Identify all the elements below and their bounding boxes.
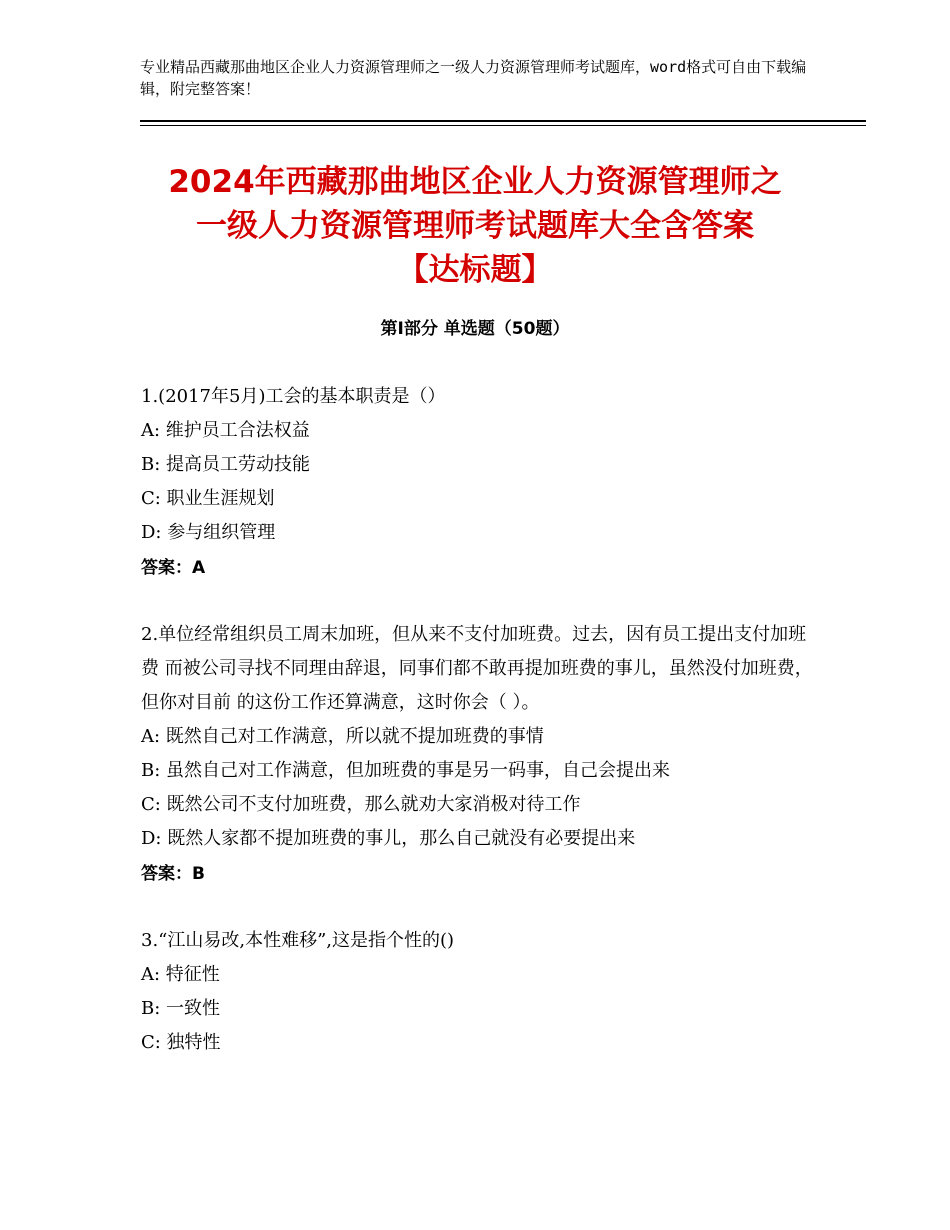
question-stem: 2.单位经常组织员工周末加班，但从来不支付加班费。过去，因有员工提出支付加班费 而被公司寻找不同理由辞退，同事们都不敢再提加班费的事儿，虽然没付加班费，但你对目前 的这份工作还算满意，这时你会（ ）。: [141, 624, 813, 713]
question-list: [141, 380, 821, 1092]
title-line-2: 一级人力资源管理师考试题库大全含答案: [196, 208, 754, 244]
title-line-3: 【达标题】: [397, 252, 553, 288]
option-a: A: 维护员工合法权益: [141, 420, 310, 441]
option-c: C: 职业生涯规划: [141, 488, 275, 509]
question-2: [141, 618, 821, 892]
question-stem: 3.“江山易改,本性难移”,这是指个性的(): [141, 930, 455, 951]
answer-label: 答案：A: [141, 558, 206, 578]
option-a: A: 既然自己对工作满意，所以就不提加班费的事情: [141, 726, 544, 747]
option-a: A: 特征性: [141, 964, 220, 985]
document-title: [110, 160, 840, 292]
section-heading: 第Ⅰ部分 单选题（50题）: [380, 319, 570, 339]
option-b: B: 提高员工劳动技能: [141, 454, 311, 475]
question-stem: 1.(2017年5月)工会的基本职责是（）: [141, 386, 446, 407]
option-c: C: 独特性: [141, 1032, 221, 1053]
option-d: D: 既然人家都不提加班费的事儿，那么自己就没有必要提出来: [141, 828, 636, 849]
question-1: [141, 380, 821, 586]
question-3: [141, 924, 821, 1060]
option-c: C: 既然公司不支付加班费，那么就劝大家消极对待工作: [141, 794, 581, 815]
title-line-1: 2024年西藏那曲地区企业人力资源管理师之: [168, 164, 782, 200]
header-divider-thin: [140, 125, 866, 126]
option-b: B: 一致性: [141, 998, 221, 1019]
option-d: D: 参与组织管理: [141, 522, 276, 543]
answer-label: 答案：B: [141, 864, 205, 884]
header-divider-thick: [140, 120, 866, 122]
header-note: 专业精品西藏那曲地区企业人力资源管理师之一级人力资源管理师考试题库，word格式可自由下载编辑，附完整答案！: [140, 58, 807, 98]
option-b: B: 虽然自己对工作满意，但加班费的事是另一码事，自己会提出来: [141, 760, 671, 781]
